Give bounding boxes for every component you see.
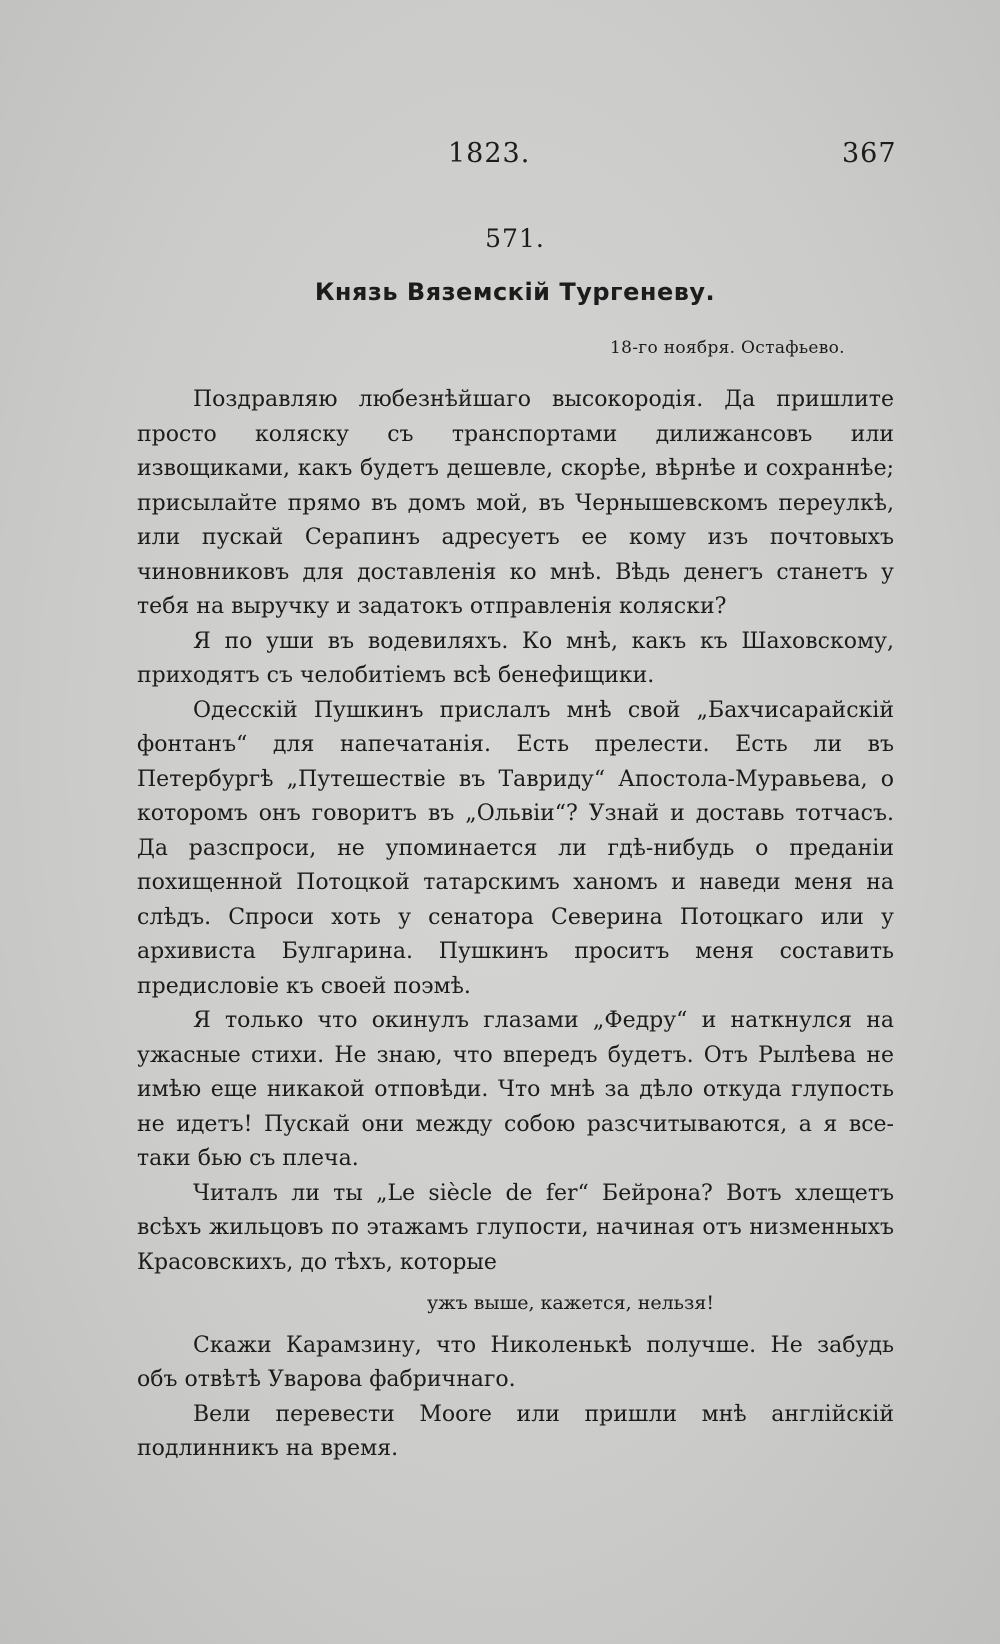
paragraph: Я только что окинулъ глазами „Федру“ и наткнулся на ужасные стихи. Не знаю, что впередъ будетъ. Отъ Рылѣева не имѣю еще никакой отповѣди. Что мнѣ за дѣло откуда глупость не идетъ! Пускай они между собою разсчитываются, а я все-таки бью съ плеча. — [137, 1008, 894, 1171]
page-number: 367 — [842, 138, 897, 169]
letter-number: 571. — [485, 224, 545, 253]
letter-body — [137, 383, 894, 1467]
running-header-year: 1823. — [448, 138, 531, 169]
letter-title: Князь Вяземскій Тургеневу. — [314, 278, 716, 306]
paragraph: Вели перевести Moore или пришли мнѣ англійскій подлинникъ на время. — [137, 1401, 894, 1461]
verse-line: ужъ выше, кажется, нельзя! — [426, 1292, 715, 1314]
paragraph: Я по уши въ водевиляхъ. Ко мнѣ, какъ къ Шаховскому, приходятъ съ челобитіемъ всѣ бенефищики. — [137, 628, 894, 688]
letter-dateline: 18-го ноября. Остафьево. — [610, 338, 845, 358]
paragraph: Читалъ ли ты „Le siècle de fer“ Бейрона? Вотъ хлещетъ всѣхъ жильцовъ по этажамъ глупости, начиная отъ низменныхъ Красовскихъ, до тѣхъ, которые — [137, 1180, 894, 1275]
paragraph: Скажи Карамзину, что Николенькѣ получше. Не забудь объ отвѣтѣ Уварова фабричнаго. — [137, 1332, 894, 1392]
paragraph: Поздравляю любезнѣйшаго высокородія. Да пришлите просто коляску съ транспортами дилижансовъ или извощиками, какъ будетъ дешевле, скорѣе, вѣрнѣе и сохраннѣе; присылайте прямо въ домъ мой, въ Чернышевскомъ переулкѣ, или пускай Серапинъ адресуетъ ее кому изъ почтовыхъ чиновниковъ для доставленія ко мнѣ. Вѣдь денегъ станетъ у тебя на выручку и задатокъ отправленія коляски? — [137, 387, 894, 619]
paragraph: Одесскій Пушкинъ прислалъ мнѣ свой „Бахчисарайскій фонтанъ“ для напечатанія. Есть прелести. Есть ли въ Петербургѣ „Путешествіе въ Тавриду“ Апостола-Муравьева, о которомъ онъ говоритъ въ „Ольвіи“? Узнай и доставь тотчасъ. Да разспроси, не упоминается ли гдѣ-нибудь о преданіи похищенной Потоцкой татарскимъ ханомъ и наведи меня на слѣдъ. Спроси хоть у сенатора Северина Потоцкаго или у архивиста Булгарина. Пушкинъ проситъ меня составить предисловіе къ своей поэмѣ. — [137, 697, 894, 999]
